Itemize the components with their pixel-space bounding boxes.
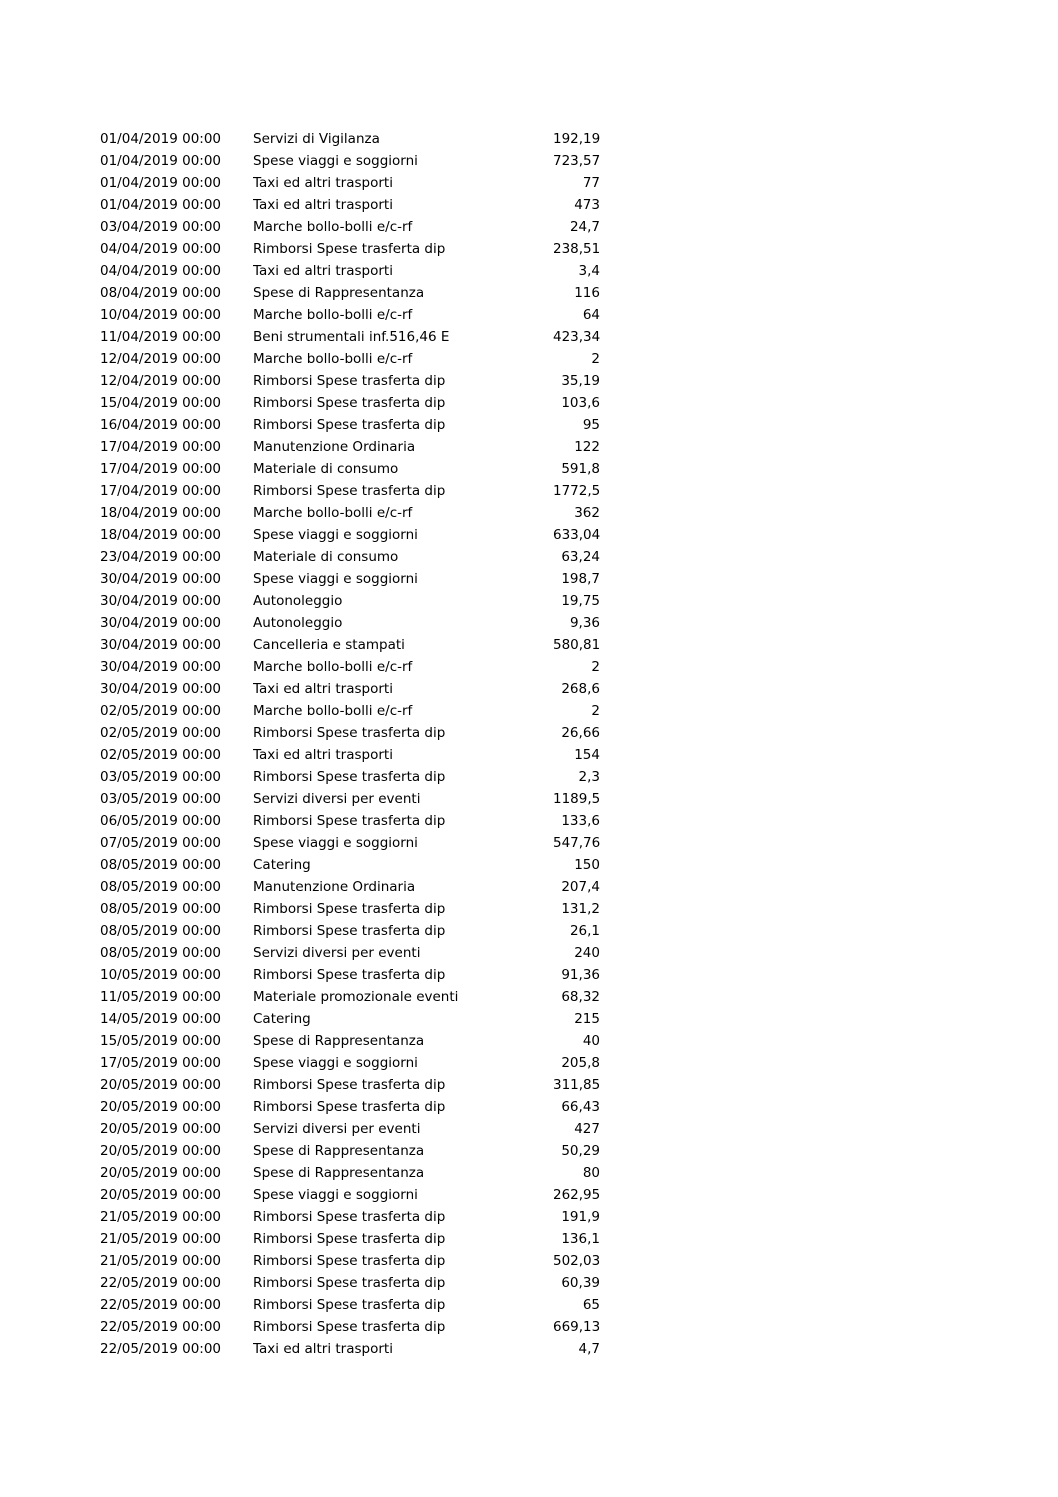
description-cell: Rimborsi Spese trasferta dip <box>253 395 446 411</box>
amount-cell: 240 <box>574 945 600 961</box>
date-cell: 30/04/2019 00:00 <box>100 681 222 697</box>
table-row <box>100 986 620 1008</box>
date-cell: 02/05/2019 00:00 <box>100 703 222 719</box>
date-cell: 17/04/2019 00:00 <box>100 439 222 455</box>
description-cell: Rimborsi Spese trasferta dip <box>253 417 446 433</box>
date-cell: 15/04/2019 00:00 <box>100 395 222 411</box>
table-row <box>100 920 620 942</box>
amount-cell: 3,4 <box>578 263 600 279</box>
table-row <box>100 1228 620 1250</box>
date-cell: 17/04/2019 00:00 <box>100 483 222 499</box>
amount-cell: 427 <box>574 1121 600 1137</box>
table-row <box>100 568 620 590</box>
amount-cell: 580,81 <box>553 637 601 653</box>
description-cell: Rimborsi Spese trasferta dip <box>253 1231 446 1247</box>
table-row <box>100 304 620 326</box>
date-cell: 08/05/2019 00:00 <box>100 879 222 895</box>
description-cell: Rimborsi Spese trasferta dip <box>253 901 446 917</box>
table-row <box>100 172 620 194</box>
table-row <box>100 1052 620 1074</box>
amount-cell: 502,03 <box>553 1253 601 1269</box>
table-row <box>100 326 620 348</box>
date-cell: 30/04/2019 00:00 <box>100 637 222 653</box>
table-row <box>100 1030 620 1052</box>
description-cell: Taxi ed altri trasporti <box>253 263 393 279</box>
table-row <box>100 964 620 986</box>
amount-cell: 205,8 <box>561 1055 600 1071</box>
amount-cell: 131,2 <box>561 901 600 917</box>
date-cell: 11/05/2019 00:00 <box>100 989 222 1005</box>
date-cell: 20/05/2019 00:00 <box>100 1121 222 1137</box>
description-cell: Cancelleria e stampati <box>253 637 405 653</box>
expense-table <box>100 128 620 1360</box>
description-cell: Rimborsi Spese trasferta dip <box>253 1319 446 1335</box>
description-cell: Materiale promozionale eventi <box>253 989 459 1005</box>
table-row <box>100 634 620 656</box>
date-cell: 14/05/2019 00:00 <box>100 1011 222 1027</box>
table-row <box>100 1008 620 1030</box>
table-row <box>100 700 620 722</box>
amount-cell: 723,57 <box>553 153 601 169</box>
date-cell: 17/04/2019 00:00 <box>100 461 222 477</box>
description-cell: Servizi diversi per eventi <box>253 945 421 961</box>
date-cell: 22/05/2019 00:00 <box>100 1297 222 1313</box>
amount-cell: 268,6 <box>561 681 600 697</box>
table-row <box>100 1316 620 1338</box>
table-row <box>100 766 620 788</box>
table-row <box>100 810 620 832</box>
table-row <box>100 392 620 414</box>
table-row <box>100 744 620 766</box>
table-row <box>100 1140 620 1162</box>
amount-cell: 215 <box>574 1011 600 1027</box>
table-row <box>100 436 620 458</box>
table-row <box>100 876 620 898</box>
amount-cell: 95 <box>582 417 600 433</box>
amount-cell: 473 <box>574 197 600 213</box>
amount-cell: 2 <box>591 351 600 367</box>
amount-cell: 66,43 <box>561 1099 600 1115</box>
date-cell: 30/04/2019 00:00 <box>100 615 222 631</box>
table-row <box>100 788 620 810</box>
table-row <box>100 282 620 304</box>
amount-cell: 191,9 <box>561 1209 600 1225</box>
description-cell: Beni strumentali inf.516,46 E <box>253 329 450 345</box>
amount-cell: 91,36 <box>561 967 600 983</box>
table-row <box>100 1118 620 1140</box>
amount-cell: 26,1 <box>569 923 600 939</box>
amount-cell: 154 <box>574 747 600 763</box>
amount-cell: 136,1 <box>561 1231 600 1247</box>
table-row <box>100 1096 620 1118</box>
description-cell: Rimborsi Spese trasferta dip <box>253 1297 446 1313</box>
date-cell: 23/04/2019 00:00 <box>100 549 222 565</box>
description-cell: Catering <box>253 1011 311 1027</box>
amount-cell: 1189,5 <box>553 791 601 807</box>
table-row <box>100 722 620 744</box>
description-cell: Rimborsi Spese trasferta dip <box>253 1253 446 1269</box>
table-row <box>100 348 620 370</box>
amount-cell: 133,6 <box>561 813 600 829</box>
date-cell: 20/05/2019 00:00 <box>100 1077 222 1093</box>
date-cell: 10/04/2019 00:00 <box>100 307 222 323</box>
table-row <box>100 1338 620 1360</box>
table-row <box>100 502 620 524</box>
date-cell: 30/04/2019 00:00 <box>100 571 222 587</box>
table-row <box>100 238 620 260</box>
description-cell: Marche bollo-bolli e/c-rf <box>253 659 413 675</box>
date-cell: 18/04/2019 00:00 <box>100 505 222 521</box>
amount-cell: 423,34 <box>553 329 601 345</box>
description-cell: Servizi diversi per eventi <box>253 1121 421 1137</box>
description-cell: Marche bollo-bolli e/c-rf <box>253 219 413 235</box>
table-row <box>100 546 620 568</box>
date-cell: 30/04/2019 00:00 <box>100 593 222 609</box>
date-cell: 22/05/2019 00:00 <box>100 1275 222 1291</box>
amount-cell: 9,36 <box>569 615 600 631</box>
table-row <box>100 216 620 238</box>
table-row <box>100 260 620 282</box>
amount-cell: 262,95 <box>553 1187 601 1203</box>
date-cell: 03/04/2019 00:00 <box>100 219 222 235</box>
table-row <box>100 150 620 172</box>
amount-cell: 591,8 <box>561 461 600 477</box>
date-cell: 30/04/2019 00:00 <box>100 659 222 675</box>
description-cell: Rimborsi Spese trasferta dip <box>253 483 446 499</box>
date-cell: 20/05/2019 00:00 <box>100 1187 222 1203</box>
table-row <box>100 1162 620 1184</box>
amount-cell: 192,19 <box>553 131 601 147</box>
date-cell: 01/04/2019 00:00 <box>100 153 222 169</box>
description-cell: Rimborsi Spese trasferta dip <box>253 725 446 741</box>
table-row <box>100 1272 620 1294</box>
description-cell: Rimborsi Spese trasferta dip <box>253 241 446 257</box>
description-cell: Taxi ed altri trasporti <box>253 747 393 763</box>
description-cell: Servizi di Vigilanza <box>253 131 380 147</box>
amount-cell: 2 <box>591 703 600 719</box>
description-cell: Rimborsi Spese trasferta dip <box>253 967 446 983</box>
amount-cell: 362 <box>574 505 600 521</box>
amount-cell: 24,7 <box>569 219 600 235</box>
date-cell: 08/05/2019 00:00 <box>100 923 222 939</box>
amount-cell: 19,75 <box>561 593 600 609</box>
date-cell: 10/05/2019 00:00 <box>100 967 222 983</box>
table-row <box>100 414 620 436</box>
date-cell: 08/05/2019 00:00 <box>100 945 222 961</box>
amount-cell: 63,24 <box>561 549 600 565</box>
description-cell: Marche bollo-bolli e/c-rf <box>253 307 413 323</box>
table-row <box>100 524 620 546</box>
date-cell: 01/04/2019 00:00 <box>100 175 222 191</box>
amount-cell: 311,85 <box>553 1077 601 1093</box>
description-cell: Rimborsi Spese trasferta dip <box>253 923 446 939</box>
description-cell: Taxi ed altri trasporti <box>253 175 393 191</box>
table-row <box>100 942 620 964</box>
description-cell: Rimborsi Spese trasferta dip <box>253 1209 446 1225</box>
description-cell: Materiale di consumo <box>253 549 399 565</box>
description-cell: Spese viaggi e soggiorni <box>253 835 418 851</box>
date-cell: 02/05/2019 00:00 <box>100 747 222 763</box>
amount-cell: 198,7 <box>561 571 600 587</box>
description-cell: Spese di Rappresentanza <box>253 1143 425 1159</box>
date-cell: 03/05/2019 00:00 <box>100 769 222 785</box>
table-row <box>100 1250 620 1272</box>
date-cell: 07/05/2019 00:00 <box>100 835 222 851</box>
date-cell: 21/05/2019 00:00 <box>100 1209 222 1225</box>
description-cell: Spese viaggi e soggiorni <box>253 571 418 587</box>
description-cell: Materiale di consumo <box>253 461 399 477</box>
date-cell: 08/04/2019 00:00 <box>100 285 222 301</box>
amount-cell: 77 <box>582 175 600 191</box>
date-cell: 06/05/2019 00:00 <box>100 813 222 829</box>
description-cell: Spese di Rappresentanza <box>253 1033 425 1049</box>
amount-cell: 2 <box>591 659 600 675</box>
description-cell: Autonoleggio <box>253 593 343 609</box>
date-cell: 12/04/2019 00:00 <box>100 373 222 389</box>
date-cell: 20/05/2019 00:00 <box>100 1143 222 1159</box>
description-cell: Taxi ed altri trasporti <box>253 681 393 697</box>
amount-cell: 80 <box>582 1165 600 1181</box>
date-cell: 22/05/2019 00:00 <box>100 1319 222 1335</box>
description-cell: Spese viaggi e soggiorni <box>253 527 418 543</box>
amount-cell: 35,19 <box>561 373 600 389</box>
date-cell: 20/05/2019 00:00 <box>100 1099 222 1115</box>
date-cell: 21/05/2019 00:00 <box>100 1253 222 1269</box>
date-cell: 12/04/2019 00:00 <box>100 351 222 367</box>
table-row <box>100 1074 620 1096</box>
amount-cell: 238,51 <box>553 241 601 257</box>
table-row <box>100 128 620 150</box>
date-cell: 04/04/2019 00:00 <box>100 241 222 257</box>
date-cell: 08/05/2019 00:00 <box>100 857 222 873</box>
amount-cell: 633,04 <box>553 527 601 543</box>
amount-cell: 26,66 <box>561 725 600 741</box>
description-cell: Autonoleggio <box>253 615 343 631</box>
description-cell: Manutenzione Ordinaria <box>253 439 416 455</box>
description-cell: Servizi diversi per eventi <box>253 791 421 807</box>
table-row <box>100 854 620 876</box>
description-cell: Rimborsi Spese trasferta dip <box>253 1099 446 1115</box>
description-cell: Spese di Rappresentanza <box>253 285 425 301</box>
amount-cell: 122 <box>574 439 600 455</box>
description-cell: Catering <box>253 857 311 873</box>
date-cell: 11/04/2019 00:00 <box>100 329 222 345</box>
amount-cell: 547,76 <box>553 835 601 851</box>
description-cell: Marche bollo-bolli e/c-rf <box>253 351 413 367</box>
amount-cell: 60,39 <box>561 1275 600 1291</box>
table-row <box>100 656 620 678</box>
amount-cell: 116 <box>574 285 600 301</box>
date-cell: 16/04/2019 00:00 <box>100 417 222 433</box>
table-row <box>100 678 620 700</box>
date-cell: 15/05/2019 00:00 <box>100 1033 222 1049</box>
description-cell: Spese viaggi e soggiorni <box>253 1187 418 1203</box>
amount-cell: 4,7 <box>578 1341 600 1357</box>
description-cell: Rimborsi Spese trasferta dip <box>253 769 446 785</box>
description-cell: Marche bollo-bolli e/c-rf <box>253 505 413 521</box>
date-cell: 22/05/2019 00:00 <box>100 1341 222 1357</box>
description-cell: Rimborsi Spese trasferta dip <box>253 373 446 389</box>
amount-cell: 65 <box>582 1297 600 1313</box>
table-row <box>100 370 620 392</box>
description-cell: Marche bollo-bolli e/c-rf <box>253 703 413 719</box>
amount-cell: 40 <box>582 1033 600 1049</box>
table-row <box>100 612 620 634</box>
date-cell: 20/05/2019 00:00 <box>100 1165 222 1181</box>
amount-cell: 68,32 <box>561 989 600 1005</box>
description-cell: Spese viaggi e soggiorni <box>253 153 418 169</box>
description-cell: Rimborsi Spese trasferta dip <box>253 813 446 829</box>
description-cell: Manutenzione Ordinaria <box>253 879 416 895</box>
amount-cell: 2,3 <box>578 769 600 785</box>
description-cell: Spese di Rappresentanza <box>253 1165 425 1181</box>
date-cell: 08/05/2019 00:00 <box>100 901 222 917</box>
table-row <box>100 194 620 216</box>
amount-cell: 1772,5 <box>553 483 601 499</box>
table-row <box>100 1184 620 1206</box>
table-row <box>100 1294 620 1316</box>
date-cell: 01/04/2019 00:00 <box>100 131 222 147</box>
amount-cell: 207,4 <box>561 879 600 895</box>
date-cell: 02/05/2019 00:00 <box>100 725 222 741</box>
date-cell: 03/05/2019 00:00 <box>100 791 222 807</box>
amount-cell: 103,6 <box>561 395 600 411</box>
amount-cell: 669,13 <box>553 1319 601 1335</box>
table-row <box>100 1206 620 1228</box>
date-cell: 18/04/2019 00:00 <box>100 527 222 543</box>
table-row <box>100 898 620 920</box>
date-cell: 04/04/2019 00:00 <box>100 263 222 279</box>
amount-cell: 150 <box>574 857 600 873</box>
description-cell: Taxi ed altri trasporti <box>253 1341 393 1357</box>
description-cell: Rimborsi Spese trasferta dip <box>253 1275 446 1291</box>
table-row <box>100 590 620 612</box>
description-cell: Taxi ed altri trasporti <box>253 197 393 213</box>
date-cell: 17/05/2019 00:00 <box>100 1055 222 1071</box>
table-row <box>100 480 620 502</box>
amount-cell: 64 <box>582 307 600 323</box>
amount-cell: 50,29 <box>561 1143 600 1159</box>
description-cell: Spese viaggi e soggiorni <box>253 1055 418 1071</box>
date-cell: 21/05/2019 00:00 <box>100 1231 222 1247</box>
description-cell: Rimborsi Spese trasferta dip <box>253 1077 446 1093</box>
table-row <box>100 832 620 854</box>
table-row <box>100 458 620 480</box>
date-cell: 01/04/2019 00:00 <box>100 197 222 213</box>
